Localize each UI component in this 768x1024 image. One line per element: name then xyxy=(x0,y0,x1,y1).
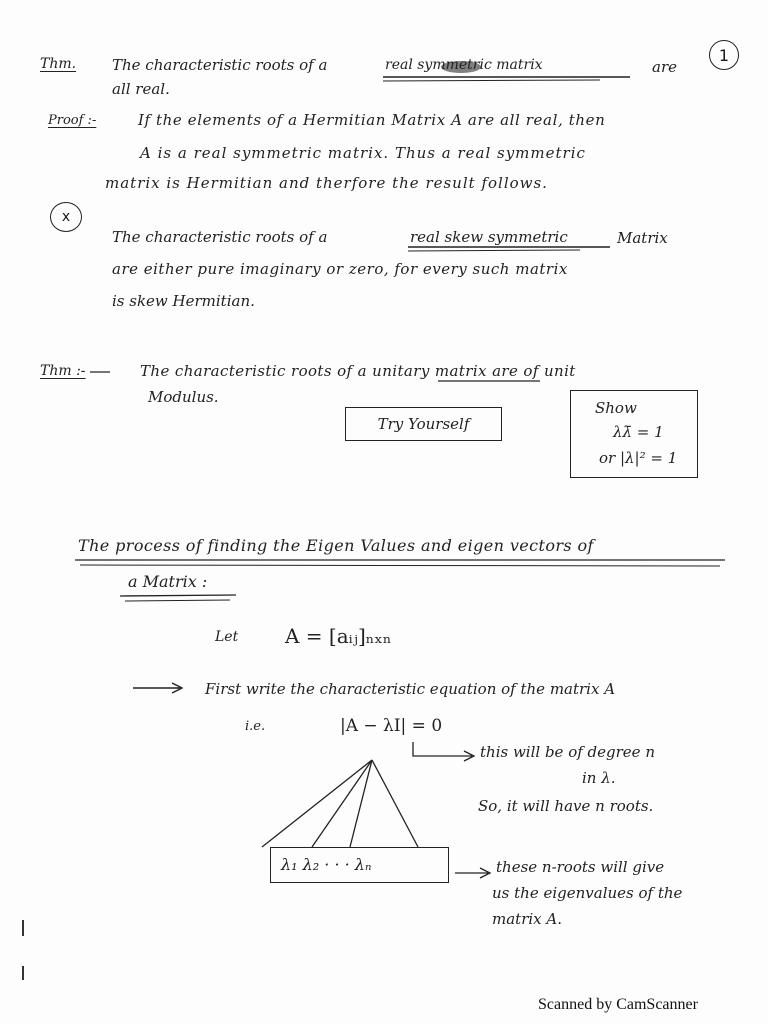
ie-label: i.e. xyxy=(245,719,266,734)
theorem1-line1: The characteristic roots of a xyxy=(112,56,328,74)
roots-box xyxy=(270,847,449,883)
show-line1: Show xyxy=(595,399,637,417)
margin-mark-1 xyxy=(22,920,24,936)
theorem2-label: Thm :- xyxy=(40,363,86,379)
process-heading-line2: a Matrix : xyxy=(128,572,208,591)
proof-line3: matrix is Hermitian and therfore the result follows. xyxy=(105,174,548,192)
roots-text: λ₁ λ₂ · · · λₙ xyxy=(281,855,372,874)
give-line2: us the eigenvalues of the xyxy=(492,884,683,902)
note-roots: So, it will have n roots. xyxy=(478,797,654,815)
corollary-line2: are either pure imaginary or zero, for every such matrix xyxy=(112,260,568,278)
theorem2-line1: The characteristic roots of a unitary matrix are of unit xyxy=(140,362,576,380)
let-expression: A = [aᵢⱼ]ₙₓₙ xyxy=(285,624,392,648)
note-degree: this will be of degree n xyxy=(480,743,655,761)
note-in-lambda: in λ. xyxy=(582,769,616,787)
theorem1-underlined: real symmetric matrix xyxy=(385,57,543,73)
theorem1-line1-end: are xyxy=(652,58,677,76)
theorem2-line2: Modulus. xyxy=(148,388,219,406)
corollary-mark: x xyxy=(50,202,82,232)
margin-mark-2 xyxy=(22,966,24,980)
let-label: Let xyxy=(215,629,239,645)
characteristic-equation: |A − λI| = 0 xyxy=(340,716,443,736)
theorem1-line2: all real. xyxy=(112,80,170,98)
scanner-footer: Scanned by CamScanner xyxy=(538,996,698,1013)
proof-line2: A is a real symmetric matrix. Thus a real symmetric xyxy=(140,144,586,162)
give-line1: these n-roots will give xyxy=(496,858,665,876)
page-number-circle: 1 xyxy=(709,40,739,70)
theorem1-label: Thm. xyxy=(40,56,77,72)
try-yourself-text: Try Yourself xyxy=(377,414,470,433)
process-heading-line1: The process of finding the Eigen Values and eigen vectors of xyxy=(78,536,594,555)
give-line3: matrix A. xyxy=(492,910,562,928)
corollary-line3: is skew Hermitian. xyxy=(112,292,255,310)
corollary-underlined: real skew symmetric xyxy=(410,228,568,246)
step-text: First write the characteristic equation of the matrix A xyxy=(205,680,616,698)
try-yourself-box xyxy=(345,407,502,441)
show-box xyxy=(570,390,698,478)
show-line2: λλ̄ = 1 xyxy=(613,423,664,441)
corollary-line1-end: Matrix xyxy=(617,229,668,247)
proof-line1: If the elements of a Hermitian Matrix A are all real, then xyxy=(138,111,606,129)
proof-label: Proof :- xyxy=(48,113,97,128)
corollary-line1-start: The characteristic roots of a xyxy=(112,228,328,246)
show-line3: or |λ|² = 1 xyxy=(599,449,678,467)
